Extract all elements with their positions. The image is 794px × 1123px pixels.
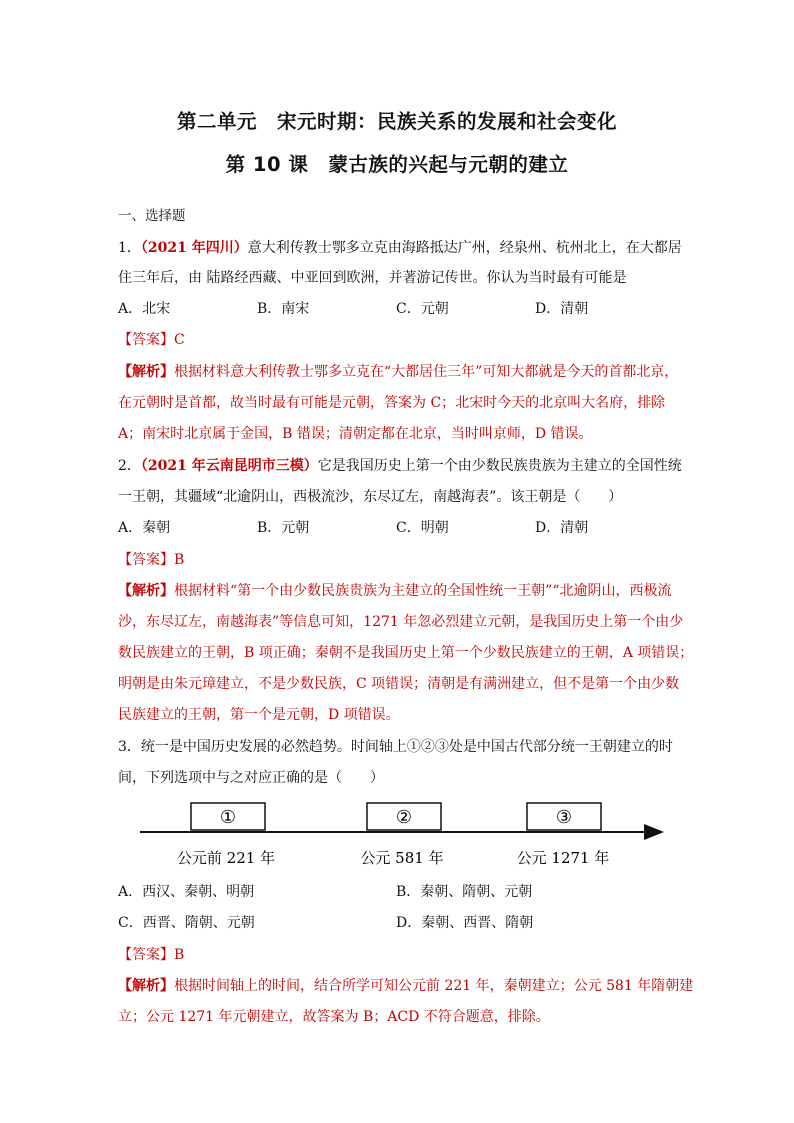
q1-option-c: C．元朝 <box>396 301 449 317</box>
q2-analysis-line2: 沙，东尽辽左，南越海表”等信息可知，1271 年忽必烈建立元朝，是我国历史上第一个由少 <box>118 614 684 630</box>
q3-analysis-text1: 根据时间轴上的时间，结合所学可知公元前 221 年，秦朝建立；公元 581 年隋朝建 <box>174 978 694 994</box>
q1-option-b: B．南宋 <box>257 301 310 317</box>
q2-analysis-line5: 民族建立的王朝，第一个是元朝，D 项错误。 <box>118 707 400 723</box>
q3-stem-line2: 间，下列选项中与之对应正确的是（ ） <box>118 770 384 786</box>
q2-stem-line2: 一王朝，其疆域“北逾阴山，西极流沙，东尽辽左，南越海表”。该王朝是（ ） <box>118 489 623 505</box>
q1-answer: 【答案】C <box>118 332 185 348</box>
timeline-date-2: 公元 581 年 <box>360 849 444 867</box>
timeline-box-3-label: ③ <box>555 807 573 828</box>
q3-option-d: D．秦朝、西晋、隋朝 <box>396 915 534 931</box>
q2-option-c: C．明朝 <box>396 520 449 536</box>
q1-analysis-tag: 【解析】 <box>118 364 174 380</box>
q1-analysis-text1: 根据材料意大利传教士鄂多立克在“大都居住三年”可知大都就是今天的首都北京， <box>174 364 679 380</box>
q2-analysis-line4: 明朝是由朱元璋建立，不是少数民族，C 项错误；清朝是有满洲建立，但不是第一个由少数 <box>118 676 680 692</box>
q3-option-c: C．西晋、隋朝、元朝 <box>118 915 255 931</box>
timeline-date-1: 公元前 221 年 <box>176 849 276 867</box>
lesson-title: 第 10 课 蒙古族的兴起与元朝的建立 <box>225 153 569 176</box>
q2-option-a: A．秦朝 <box>118 520 171 536</box>
q2-answer: 【答案】B <box>118 552 185 568</box>
section-heading: 一、选择题 <box>118 208 186 224</box>
q3-analysis-tag: 【解析】 <box>118 978 174 994</box>
unit-title: 第二单元 宋元时期：民族关系的发展和社会变化 <box>176 110 617 133</box>
q3-stem-text1: 统一是中国历史发展的必然趋势。时间轴上①②③处是中国古代部分统一王朝建立的时 <box>140 739 673 755</box>
timeline-box-2-label: ② <box>395 807 413 828</box>
q2-number: 2． <box>118 458 141 474</box>
timeline-box-1-label: ① <box>219 807 237 828</box>
q2-source: （2021 年云南昆明市三模） <box>140 458 318 474</box>
q1-stem-text1: 意大利传教士鄂多立克由海路抵达广州，经泉州、杭州北上，在大都居 <box>247 240 682 256</box>
timeline-date-3: 公元 1271 年 <box>516 849 610 867</box>
q3-answer: 【答案】B <box>118 947 185 963</box>
q2-option-b: B．元朝 <box>257 520 310 536</box>
q2-analysis-line3: 数民族建立的王朝，B 项正确；秦朝不是我国历史上第一个少数民族建立的王朝，A 项错误； <box>118 645 694 661</box>
q1-stem-line2: 住三年后，由 陆路经西藏、中亚回到欧洲，并著游记传世。你认为当时最有可能是 <box>118 270 627 286</box>
q2-stem-text1: 它是我国历史上第一个由少数民族贵族为主建立的全国性统 <box>317 458 682 474</box>
q2-analysis-tag: 【解析】 <box>118 583 174 599</box>
q3-analysis-line1 <box>118 976 694 996</box>
q1-analysis-line3: A；南宋时北京属于金国，B 错误；清朝定都在北京，当时叫京师，D 错误。 <box>118 426 593 442</box>
q1-analysis-line2: 在元朝时是首都，故当时最有可能是元朝，答案为 C；北宋时今天的北京叫大名府，排除 <box>118 395 666 411</box>
q3-analysis-line2: 立；公元 1271 年元朝建立，故答案为 B；ACD 不符合题意，排除。 <box>118 1009 550 1025</box>
q3-number: 3． <box>118 739 141 755</box>
q1-option-a: A．北宋 <box>118 301 171 317</box>
q3-option-b: B．秦朝、隋朝、元朝 <box>396 884 533 900</box>
q2-analysis-text1: 根据材料“第一个由少数民族贵族为主建立的全国性统一王朝”“北逾阴山，西极流 <box>174 583 672 599</box>
q3-option-a: A．西汉、秦朝、明朝 <box>118 884 255 900</box>
q2-option-d: D．清朝 <box>535 520 589 536</box>
q1-source: （2021 年四川） <box>140 240 248 256</box>
q1-number: 1． <box>118 240 141 256</box>
q1-option-d: D．清朝 <box>535 301 589 317</box>
